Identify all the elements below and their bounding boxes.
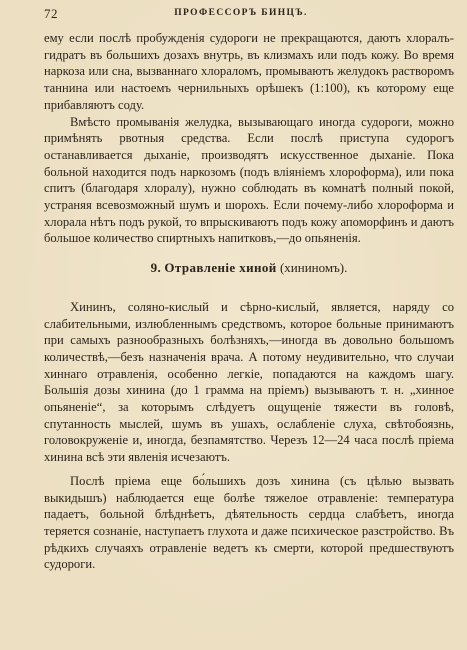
running-head: ПРОФЕССОРЪ БИНЦЪ.	[174, 8, 308, 18]
section-heading	[44, 260, 454, 277]
paragraph-quinine-intro: Хининъ, соляно-кислый и сѣрно-кислый, является, наряду со слабительными, излюбленнымъ средствомъ, которое больные принимаютъ при самыхъ разнообразныхъ болѣзняхъ,—иногда въ довольно большомъ количествѣ,—безъ назначенія врача. А потому неудивительно, что случаи хиннаго отравленія, особенно легкіе, попадаются на каждомъ шагу. Большія дозы хинина (до 1 грамма на пріемъ) вызываютъ т. н. „хинное опьяненіе“, за которымъ слѣдуетъ ощущеніе тяжести въ головѣ, спутанность мыслей, шумъ въ ушахъ, ослабленіе слуха, свѣтобоязнь, головокруженіе и, иногда, безпамятство. Черезъ 12—24 часа послѣ пріема хинина всѣ эти явленія исчезаютъ.	[44, 299, 454, 465]
paragraph-continuation: ему если послѣ пробужденія судороги не прекращаются, даютъ хлоралъ-гидратъ въ большихъ дозахъ внутрь, въ клизмахъ или подъ кожу. Во время наркоза или сна, вызваннаго хлораломъ, промываютъ желудокъ растворомъ таннина или настоемъ чернильныхъ орѣшекъ (1:100), къ которому еще прибавляютъ соду.	[44, 31, 454, 112]
section-number: 9.	[150, 260, 162, 276]
page-header	[44, 6, 437, 20]
paragraph-treatment: Вмѣсто промыванія желудка, вызывающаго иногда судороги, можно примѣнять рвотныя средства. Если послѣ приступа судорогъ останавливается дыханіе, производятъ искусственное дыханіе. Пока больной находится подъ наркозомъ (подъ вліяніемъ хлороформа), или пока спитъ (благодаря хлоралу), нужно соблюдать въ комнатѣ полный покой, устраняя всевозможный шумъ и шорохъ. Если почему-либо хлороформа и хлорала нѣтъ подъ рукой, то впрыскиваютъ подъ кожу апоморфинъ и даютъ большое количество спиртныхъ напитковъ,—до опьяненія.	[44, 114, 454, 246]
page-body	[44, 30, 454, 573]
section-subtitle: (хининомъ).	[279, 260, 348, 276]
page-number: 72	[44, 6, 58, 21]
section-title: Отравленіе хиной	[164, 260, 277, 276]
paragraph-quinine-severe: Послѣ пріема еще бо́льшихъ дозъ хинина (съ цѣлью вызвать выкидышъ) наблюдается еще болѣе тяжелое отравленіе: температура падаетъ, больной блѣднѣетъ, дѣятельность сердца слабѣетъ, иногда теряется сознаніе, наступаетъ глухота и даже психическое разстройство. Въ рѣдкихъ случаяхъ отравленіе ведетъ къ смерти, которой предшествуютъ судороги.	[44, 473, 454, 572]
